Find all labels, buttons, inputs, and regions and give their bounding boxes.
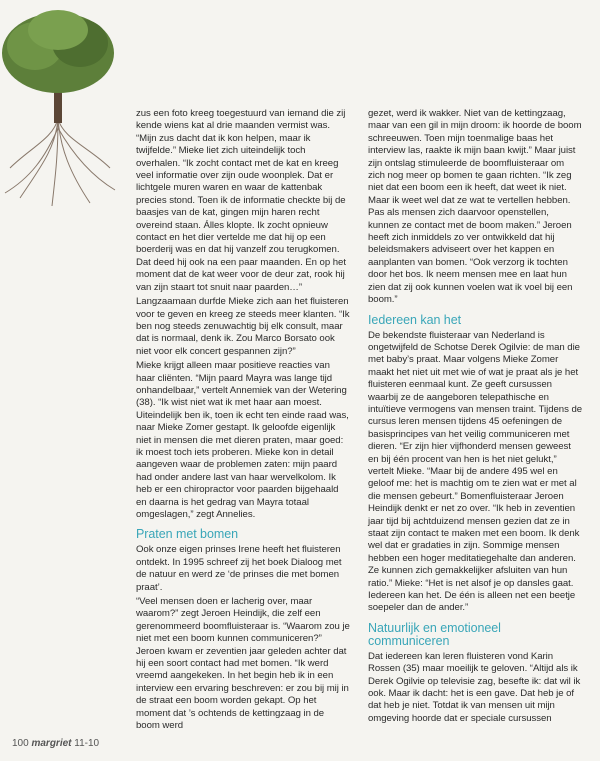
page-footer — [12, 738, 99, 749]
section-heading: Iedereen kan het — [368, 312, 462, 327]
right-text-column — [368, 108, 582, 727]
page-number: 100 — [12, 738, 29, 749]
paragraph: Dat iedereen kan leren fluisteren vond Karin Rossen (35) maar moeilijk te geloven. “Altijd als ik Derek Ogilvie op televisie zag, besefte ik: dat wil ik ook. Maar ik dacht: het is een gave. Dat heb je of dat heb je niet. Totdat ik van mensen uit mijn omgeving hoorde dat er speciale cursussen — [368, 650, 581, 724]
tree-illustration — [0, 8, 118, 208]
paragraph: gezet, werd ik wakker. Niet van de kettingzaag, maar van een gil in mijn droom: ik hoorde de boom schreeuwen. Toen mijn toenmalige baas het interview las, raakte ik mijn baan kwijt.” Maar juist zijn ontslag stimuleerde de boomfluisteraar om zich nog meer op bomen te gaan richten. “Ik zeg niet dat een boom een ik heeft, dat weet ik niet. Maar ik weet wel dat ze wat te vertellen hebben. Pas als mensen zich daarvoor openstellen, kunnen ze contact met de boom maken.” Jeroen heeft zich inmiddels zo ver ontwikkeld dat hij beleidsmakers adviseert over het kappen en aanplanten van bomen. “Ook verzorg ik tochten door het bos. Ik neem mensen mee en laat hun zien dat zij ook kunnen voelen wat ik voel bij een boom.” — [368, 108, 582, 306]
magazine-brand: margriet — [31, 738, 72, 749]
paragraph: “Veel mensen doen er lacherig over, maar waarom?” zegt Jeroen Heindijk, die zelf een gerenommeerd boomfluisteraar is. “Waarom zou je niet met een boom kunnen communiceren?” Jeroen kwam er zeventien jaar geleden achter dat hij een soort contact had met bomen. “Ik werd vreemd aangekeken. In het begin heb ik in een interview een ervaring beschreven: er zou bij mij in de straat een boom worden gekapt. Op het moment dat ’s ochtends de kettingzaag in de boom werd — [136, 596, 350, 732]
paragraph: Langzaamaan durfde Mieke zich aan het fluisteren voor te geven en kreeg ze steeds meer klanten. “Ik ben nog steeds zenuwachtig bij elk consult, maar dat is normaal, denk ik. Zou Marco Borsato ook niet voor elk concert gespannen zijn?” — [136, 296, 350, 357]
tree-canopy — [2, 10, 114, 93]
section-heading: Natuurlijk en emotioneel communiceren — [368, 620, 501, 648]
issue-number: 11-10 — [74, 738, 100, 749]
paragraph: De bekendste fluisteraar van Nederland is ongetwijfeld de Schotse Derek Ogilvie: de man die met baby’s praat. Maar volgens Mieke Zomer maakt het niet uit met wie of wat je praat als je het fluisteren eenmaal kunt. Ze geeft cursussen waarbij ze de aangeboren telepathische en intuïtieve vermogens van mensen traint. Tijdens de cursus leren mensen tijdens 45 oefeningen de basisprincipes van het veilig communiceren met dieren. “Er zijn hier vijfhonderd mensen geweest en bij één procent van hen is het niet gelukt,” vertelt Mieke. “Maar bij de andere 495 wel en geloof me: het is machtig om te zien wat er met al die mensen gebeurt.” Bomenfluisteraar Jeroen Heindijk denkt er net zo over. “Ik heb in zeventien jaar tijd bij achtduizend mensen gezien dat ze in staat zijn contact te maken met een boom. Ik denk wel dat er gradaties in zijn. Sommige mensen hebben een hoger meditatiegehalte dan anderen. Ze kunnen zich gemakkelijker afsluiten van hun ratio.” Mieke: “Het is net alsof je op dansles gaat. Iedereen kan het. De één is alleen net een beetje soepeler dan de ander.” — [368, 329, 583, 614]
left-text-column — [136, 108, 350, 735]
paragraph: Ook onze eigen prinses Irene heeft het fluisteren ontdekt. In 1995 schreef zij het boek Dialoog met de natuur en werd ze ‘de prinses die met bomen praat’. — [136, 544, 342, 593]
paragraph: Mieke krijgt alleen maar positieve reacties van haar cliënten. “Mijn paard Mayra was lange tijd onhandelbaar,” vertelt Annemiek van der Wetering (38). “Ik wist niet wat ik met haar aan moest. Uiteindelijk ben ik, toen ik echt ten einde raad was, naar Mieke Zomer gestapt. Ik geloofde eigenlijk niet in mensen die met dieren praten, maar goed: ik moest toch iets proberen. Mieke kon in detail aangeven waar de problemen zaten: mijn paard had onder andere last van haar wervelkolom. Ik heb er een chiropractor voor paarden bijgehaald en daarna is het gedrag van Mayra totaal omgeslagen,” zegt Annelies. — [136, 360, 349, 520]
tree-roots — [5, 118, 115, 206]
paragraph: zus een foto kreeg toegestuurd van iemand die zij kende wiens kat al drie maanden vermist was. “Mijn zus dacht dat ik kon helpen, maar ik twijfelde.” Mieke liet zich uiteindelijk toch overhalen. “Ik zocht contact met de kat en kreeg veel informatie over zijn oude woonplek. Dat er lichtgele muren waren en waar de kattenbak precies stond. Toen ik de informatie checkte bij de baasjes van de kat, gingen mijn haren recht overeind staan. Álles klopte. Ik zocht opnieuw contact en het dier vertelde me dat hij op een boerderij was en dat hij vanzelf zou terugkomen. Dat deed hij ook na een paar maanden. En op het moment dat de kat weer voor de deur zat, rook hij van zijn staart tot snuit naar paarden…” — [136, 108, 346, 293]
section-heading: Praten met bomen — [136, 527, 239, 542]
